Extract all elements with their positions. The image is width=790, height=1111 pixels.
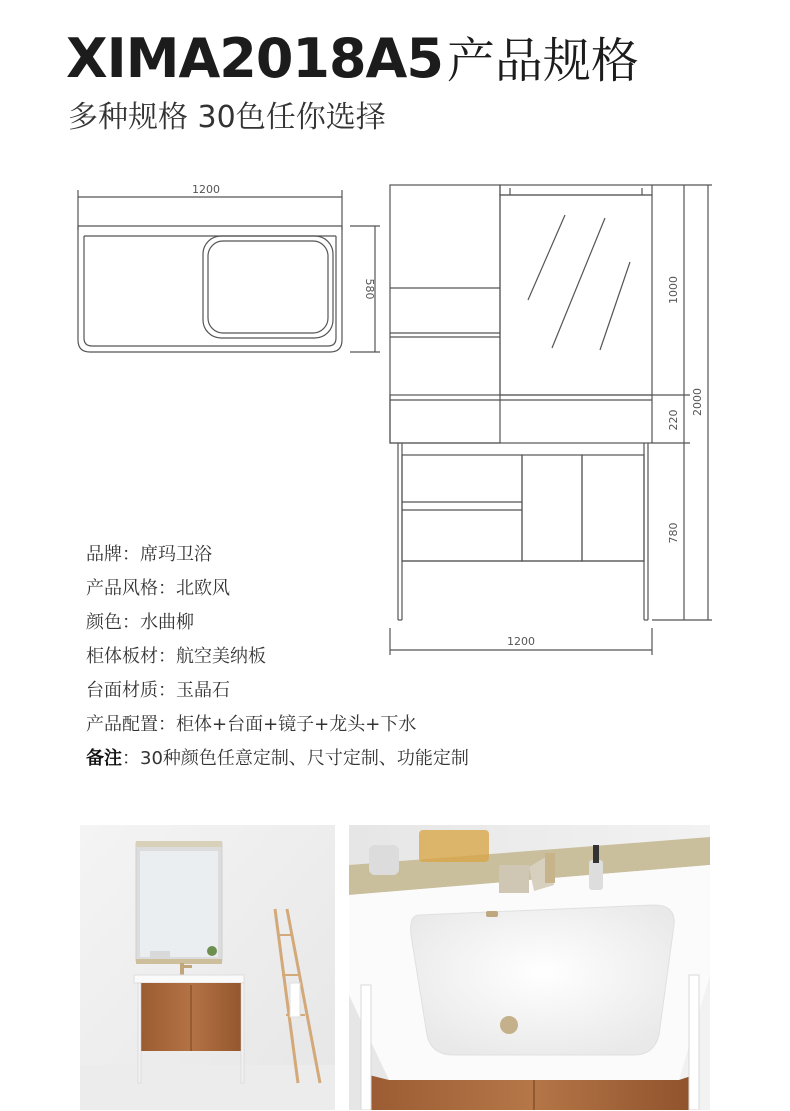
spec-style: 产品风格：北欧风 <box>86 578 230 599</box>
spec-configuration: 产品配置：柜体+台面+镜子+龙头+下水 <box>86 714 417 735</box>
mirror-reflection-1 <box>528 215 565 300</box>
spec-color: 颜色：水曲柳 <box>86 612 194 633</box>
countertop-inner <box>84 236 336 346</box>
top-depth-label: 580 <box>363 278 376 300</box>
model-number: XIMA2018A5 <box>66 27 443 90</box>
cabinet-height-label: 780 <box>667 522 680 544</box>
total-height-label: 2000 <box>691 388 704 416</box>
counter-shelf <box>390 395 652 443</box>
basin-closeup-image <box>349 825 710 1110</box>
mirror-height-label: 1000 <box>667 276 680 304</box>
mirror <box>500 195 652 395</box>
product-photo-closeup <box>349 825 710 1110</box>
basin-inner <box>208 241 328 333</box>
spec-list <box>86 538 469 776</box>
door-right <box>582 455 644 561</box>
spec-brand: 品牌：席玛卫浴 <box>86 544 212 565</box>
product-photo-room <box>80 825 335 1110</box>
mirror-reflection-2 <box>552 218 605 348</box>
top-view <box>78 190 380 352</box>
shelf-height-label: 220 <box>667 409 680 431</box>
subtitle: 多种规格 30色任你选择 <box>68 100 386 135</box>
side-cabinet <box>390 185 500 443</box>
mirror-light <box>500 185 652 195</box>
front-width-label: 1200 <box>507 635 535 648</box>
title-text: 产品规格 <box>446 33 639 89</box>
mirror-reflection-3 <box>600 262 630 350</box>
vanity-room-image <box>80 825 335 1110</box>
top-width-label: 1200 <box>192 183 220 196</box>
basin-outline <box>203 236 333 338</box>
spec-remarks: 备注：30种颜色任意定制、尺寸定制、功能定制 <box>86 748 469 769</box>
spec-cabinet-material: 柜体板材：航空美纳板 <box>86 646 266 667</box>
spec-counter-material: 台面材质：玉晶石 <box>86 680 230 701</box>
door-left <box>522 455 582 561</box>
